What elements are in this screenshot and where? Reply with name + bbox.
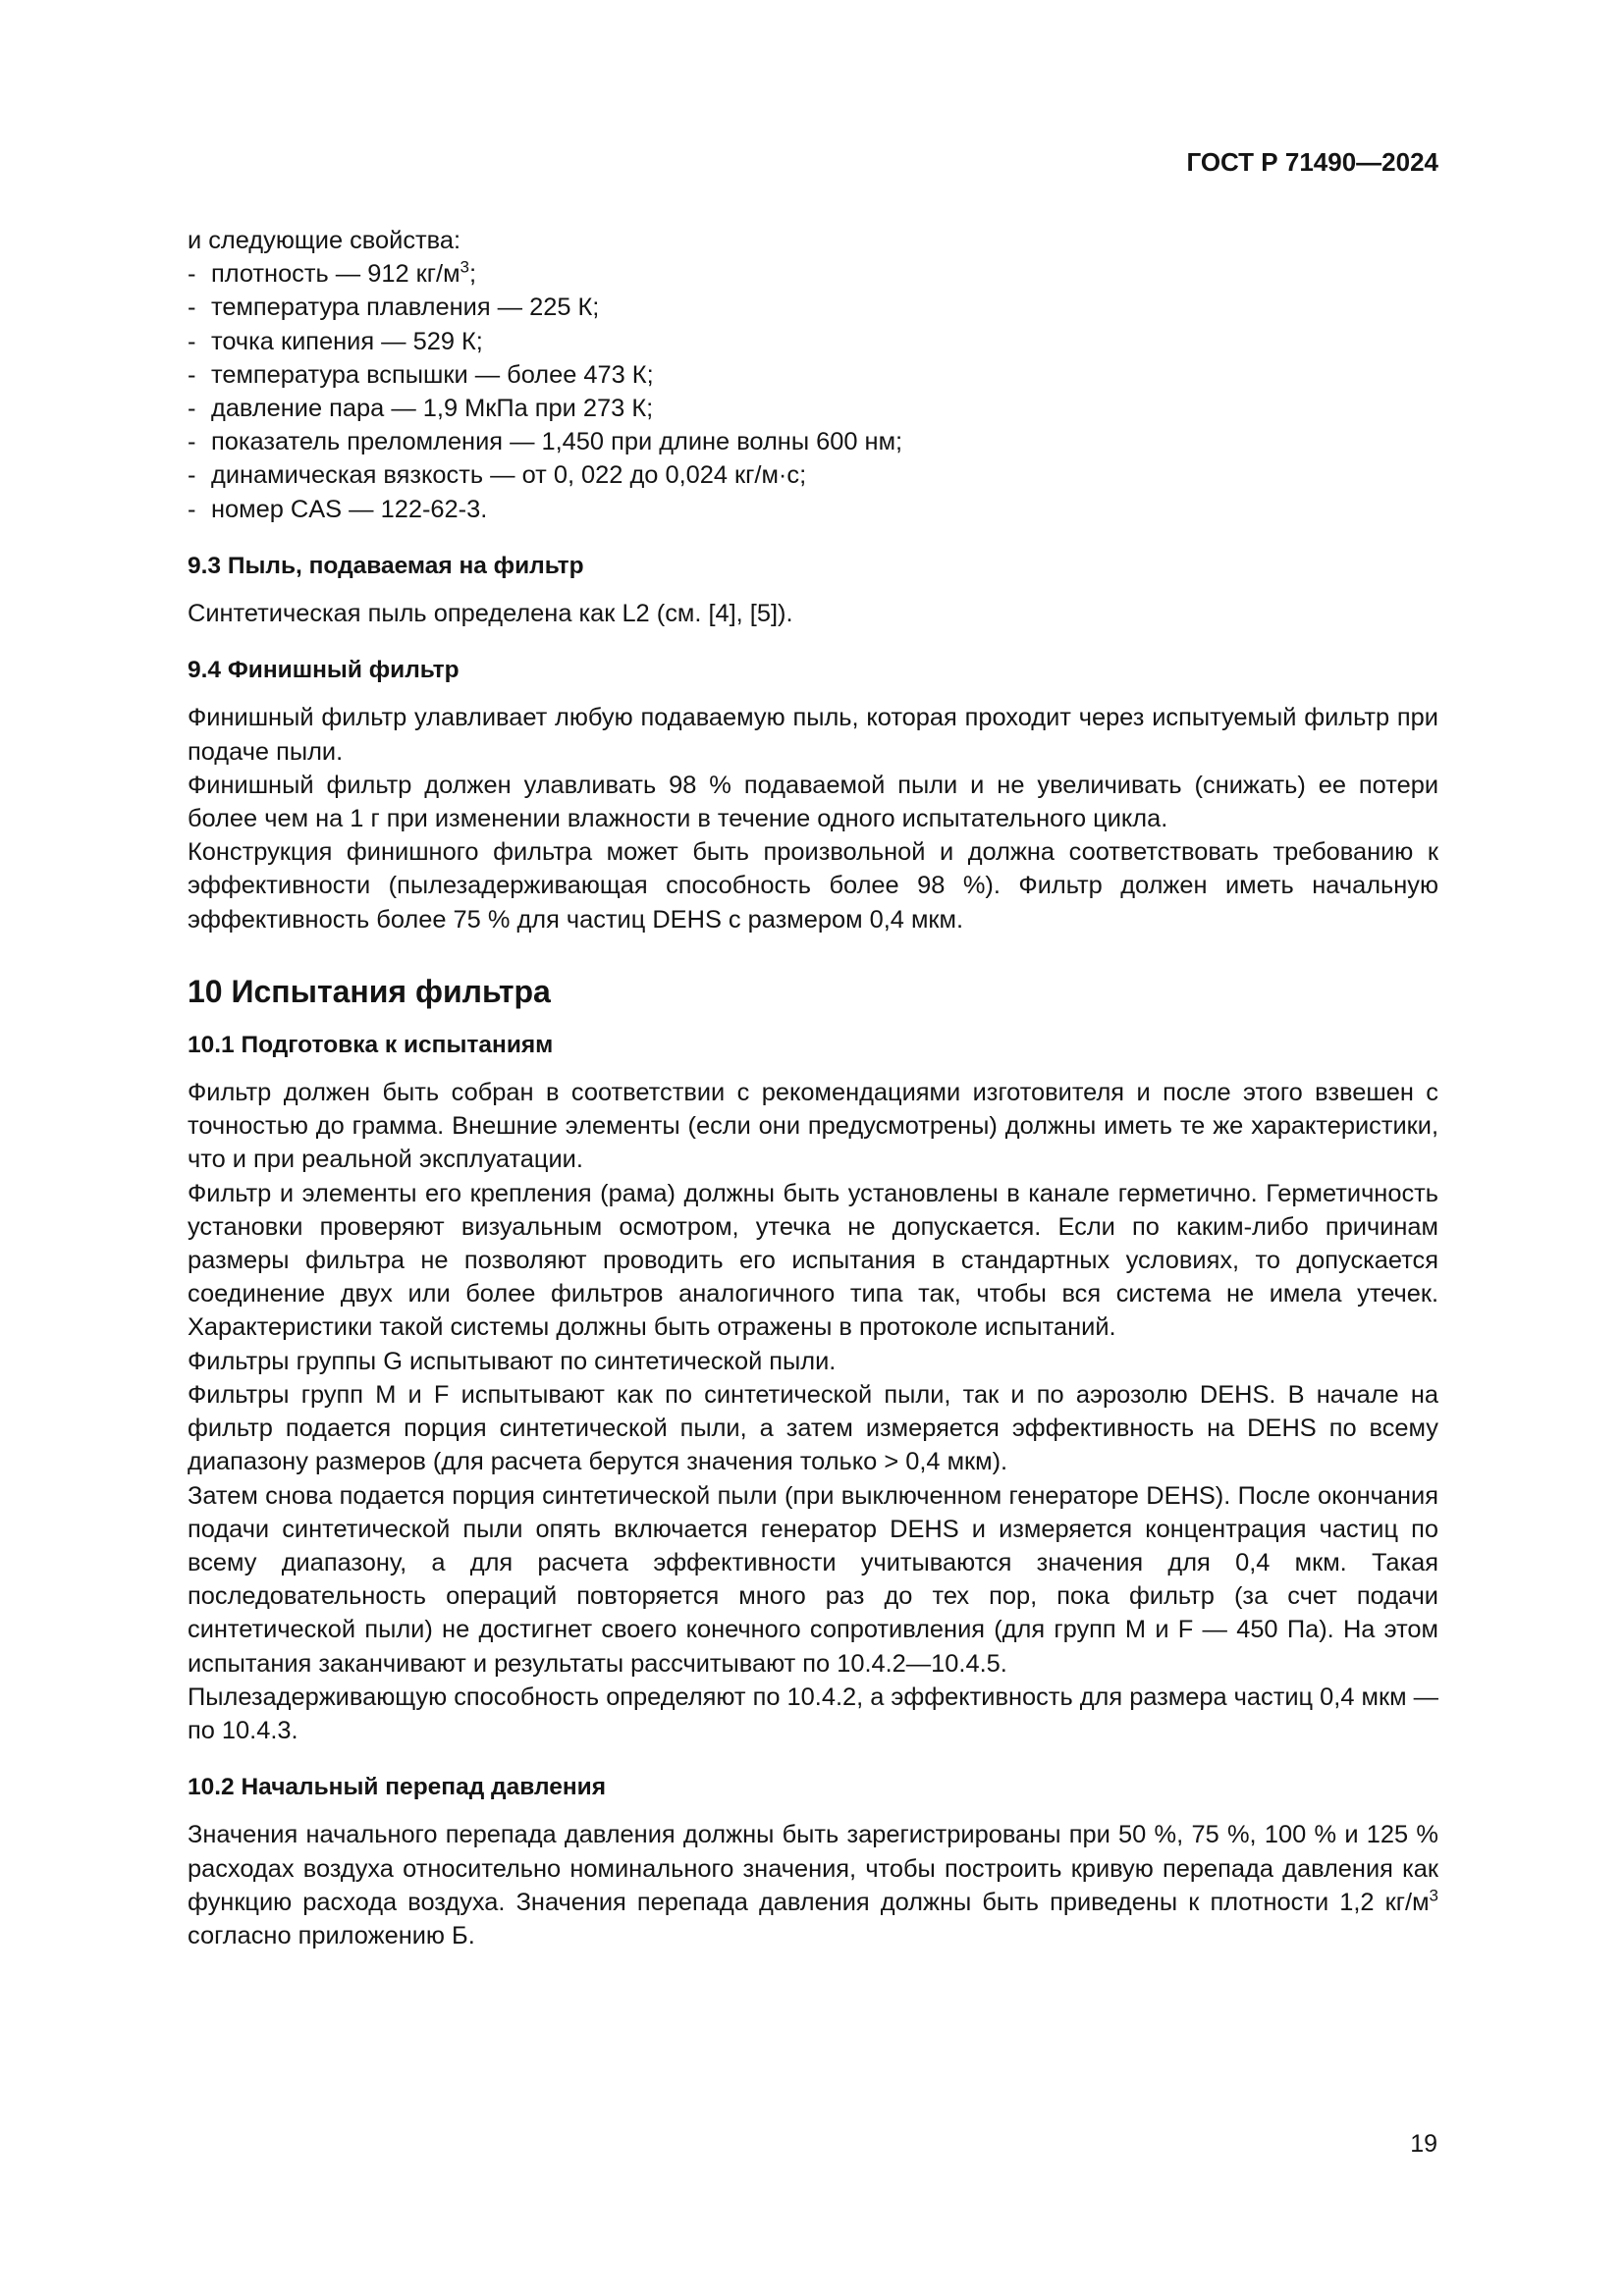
- paragraph: Фильтр и элементы его крепления (рама) должны быть установлены в канале герметично. Герметичность установки проверяют визуальным осмотром, утечка не допускается. Если по каким-либо причинам размеры фильтра не позволяют проводить его испытания в стандартных условиях, то допускается соединение двух или более фильтров аналогичного типа так, чтобы вся система не имела утечек. Характеристики такой системы должны быть отражены в протоколе испытаний.: [188, 1179, 1438, 1342]
- section-10-heading: 10 Испытания фильтра: [188, 973, 551, 1009]
- section-9-3-text: Синтетическая пыль определена как L2 (см. [4], [5]).: [188, 600, 793, 628]
- list-item: - точка кипения — 529 К;: [188, 325, 1438, 358]
- page-content: [188, 224, 1438, 1952]
- paragraph: Пылезадерживающую способность определяют по 10.4.2, а эффективность для размера частиц 0,4 мкм — по 10.4.3.: [188, 1682, 1438, 1744]
- list-item: - плотность — 912 $кг/м^3$;: [188, 257, 1438, 291]
- paragraph: Фильтры группы G испытывают по синтетической пыли.: [188, 1347, 837, 1375]
- paragraph: Финишный фильтр улавливает любую подаваемую пыль, которая проходит через испытуемый фильтр при подаче пыли.: [188, 704, 1438, 766]
- list-item: - температура вспышки — более 473 К;: [188, 358, 1438, 392]
- paragraph: Финишный фильтр должен улавливать 98 % подаваемой пыли и не увеличивать (снижать) ее потери более чем на 1 г при изменении влажности в течение одного испытательного цикла.: [188, 771, 1438, 833]
- paragraph: Конструкция финишного фильтра может быть произвольной и должна соответствовать требованию к эффективности (пылезадерживающая способность более 98 %). Фильтр должен иметь начальную эффективность более 75 % для частиц DEHS с размером 0,4 мкм.: [188, 838, 1438, 934]
- list-item: - номер CAS — 122-62-3.: [188, 493, 1438, 526]
- paragraph: Фильтры групп М и F испытывают как по синтетической пыли, так и по аэрозолю DEHS. В начале на фильтр подается порция синтетической пыли, а затем измеряется эффективность на DEHS по всему диапазону размеров (для расчета берутся значения только > 0,4 мкм).: [188, 1380, 1438, 1476]
- section-10-2-text: Значения начального перепада давления должны быть зарегистрированы при 50 %, 75 %, 100 % и 125 % расходах воздуха относительно номинального значения, чтобы построить кривую перепада давления как функцию расхода воздуха. Значения перепада давления должны быть приведены к плотности 1,2 $кг/м^3$ согласно приложению Б.: [188, 1821, 1438, 1949]
- paragraph: Фильтр должен быть собран в соответствии с рекомендациями изготовителя и после этого взвешен с точностью до грамма. Внешние элементы (если они предусмотрены) должны иметь те же характеристики, что и при реальной эксплуатации.: [188, 1079, 1438, 1174]
- list-item: - показатель преломления — 1,450 при длине волны 600 нм;: [188, 425, 1438, 458]
- section-9-3-heading: 9.3 Пыль, подаваемая на фильтр: [188, 552, 584, 579]
- section-9-4-heading: 9.4 Финишный фильтр: [188, 657, 460, 684]
- page-number: 19: [1410, 2130, 1437, 2158]
- properties-list: [188, 257, 1438, 526]
- list-item: - температура плавления — 225 К;: [188, 291, 1438, 324]
- section-10-2-heading: 10.2 Начальный перепад давления: [188, 1774, 606, 1801]
- list-item: - давление пара — 1,9 МкПа при 273 К;: [188, 392, 1438, 425]
- list-item: - динамическая вязкость — от 0, 022 до 0,024 кг/м·с;: [188, 458, 1438, 492]
- paragraph: Затем снова подается порция синтетической пыли (при выключенном генераторе DEHS). После окончания подачи синтетической пыли опять включается генератор DEHS и измеряется концентрация частиц по всему диапазону, а для расчета эффективности учитываются значения для 0,4 мкм. Такая последовательность операций повторяется много раз до тех пор, пока фильтр (за счет подачи синтетической пыли) не достигнет своего конечного сопротивления (для групп М и F — 450 Па). На этом испытания заканчивают и результаты рассчитывают по 10.4.2—10.4.5.: [188, 1481, 1438, 1678]
- standard-code-header: ГОСТ Р 71490—2024: [1186, 147, 1438, 177]
- section-10-1-heading: 10.1 Подготовка к испытаниям: [188, 1031, 554, 1058]
- properties-intro: и следующие свойства:: [188, 227, 461, 254]
